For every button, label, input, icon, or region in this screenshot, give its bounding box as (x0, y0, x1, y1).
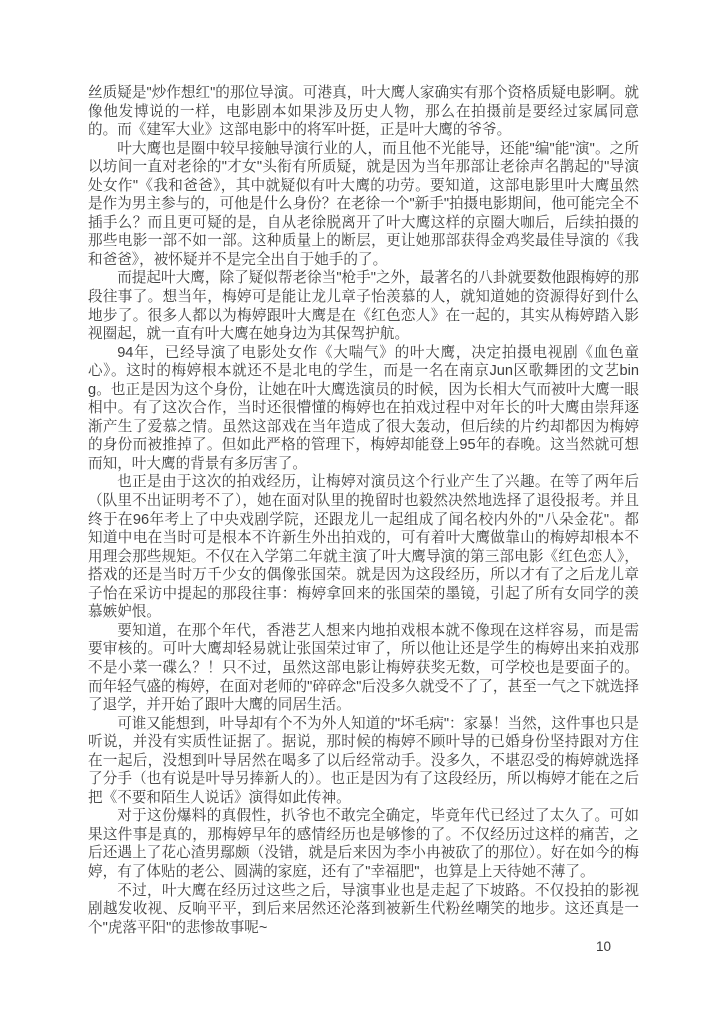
paragraph: 叶大鹰也是圈中较早接触导演行业的人，而且他不光能导，还能"编"能"演"。之所以坊间一直对老徐的"才女"头衔有所质疑，就是因为当年那部让老徐声名鹊起的"导演处女作"《我和爸爸》，其中就疑似有叶大鹰的功劳。要知道，这部电影里叶大鹰虽然是作为男主参与的，可他是什么身份？在老徐一个"新手"拍摄电影期间，他可能完全不插手么？而且更可疑的是，自从老徐脱离开了叶大鹰这样的京圈大咖后，后续拍摄的那些电影一部不如一部。这种质量上的断层，更让她那部获得金鸡奖最佳导演的《我和爸爸》，被怀疑并不是完全出自于她手的了。 (88, 140, 639, 268)
paragraph: 丝质疑是"炒作想红"的那位导演。可港真，叶大鹰人家确实有那个资格质疑电影啊。就像他发博说的一样，电影剧本如果涉及历史人物，那么在拍摄前是要经过家属同意的。而《建军大业》这部电影中的将军叶挺，正是叶大鹰的爷爷。 (88, 85, 639, 139)
paragraph: 不过，叶大鹰在经历过这些之后，导演事业也是走起了下坡路。不仅投拍的影视剧越发收视、反响平平，到后来居然还沦落到被新生代粉丝嘲笑的地步。这还真是一个"虎落平阳"的悲惨故事呢~ (88, 882, 639, 936)
paragraph: 而提起叶大鹰，除了疑似帮老徐当"枪手"之外，最著名的八卦就要数他跟梅婷的那段往事了。想当年，梅婷可是能让龙儿章子怡羡慕的人，就知道她的资源得好到什么地步了。很多人都以为梅婷跟叶大鹰是在《红色恋人》在一起的，其实从梅婷踏入影视圈起，就一直有叶大鹰在她身边为其保驾护航。 (88, 270, 639, 343)
paragraph: 要知道，在那个年代，香港艺人想来内地拍戏根本就不像现在这样容易，而是需要审核的。可叶大鹰却轻易就让张国荣过审了，所以他让还是学生的梅婷出来拍戏那不是小菜一碟么？！只不过，虽然这部电影让梅婷获奖无数，可学校也是要面子的。而年轻气盛的梅婷，在面对老师的"碎碎念"后没多久就受不了了，甚至一气之下就选择了退学，并开始了跟叶大鹰的同居生活。 (88, 622, 639, 714)
page-number: 10 (595, 939, 611, 954)
paragraph: 可谁又能想到，叶导却有个不为外人知道的"坏毛病"：家暴！当然，这件事也只是听说，并没有实质性证据了。据说，那时候的梅婷不顾叶导的已婚身份坚持跟对方住在一起后，没想到叶导居然在喝多了以后经常动手。没多久，不堪忍受的梅婷就选择了分手（也有说是叶导另捧新人的）。也正是因为有了这段经历，所以梅婷才能在之后把《不要和陌生人说话》演得如此传神。 (88, 715, 639, 806)
paragraph: 94年，已经导演了电影处女作《大喘气》的叶大鹰，决定拍摄电视剧《血色童心》。这时的梅婷根本就还不是北电的学生，而是一名在南京Jun区歌舞团的文艺bing。也正是因为这个身份，让她在叶大鹰选演员的时候，因为长相大气而被叶大鹰一眼相中。有了这次合作，当时还很懵懂的梅婷也在拍戏过程中对年长的叶大鹰由崇拜逐渐产生了爱慕之情。虽然这部戏在当年造成了很大轰动，但后续的片约却都因为梅婷的身份而被推掉了。但如此严格的管理下，梅婷却能登上95年的春晚。这当然就可想而知，叶大鹰的背景有多厉害了。 (88, 344, 639, 472)
paragraph: 对于这份爆料的真假性，扒爷也不敢完全确定，毕竟年代已经过了太久了。可如果这件事是真的，那梅婷早年的感情经历也是够惨的了。不仅经历过这样的痛苦，之后还遇上了花心渣男鄢颇（没错，就是后来因为李小冉被砍了的那位）。好在如今的梅婷，有了体贴的老公、圆满的家庭，还有了"幸福肥"，也算是上天待她不薄了。 (88, 808, 639, 880)
article-body (88, 84, 639, 937)
paragraph: 也正是由于这次的拍戏经历，让梅婷对演员这个行业产生了兴趣。在等了两年后（队里不出证明考不了），她在面对队里的挽留时也毅然决然地选择了退役报考。并且终于在96年考上了中央戏剧学院，还跟龙儿一起组成了闻名校内外的"八朵金花"。都知道中电在当时可是根本不许新生外出拍戏的，可有着叶大鹰做靠山的梅婷却根本不用理会那些规矩。不仅在入学第二年就主演了叶大鹰导演的第三部电影《红色恋人》，搭戏的还是当时万千少女的偶像张国荣。就是因为这段经历，所以才有了之后龙儿章子怡在采访中提起的那段往事：梅婷拿回来的张国荣的墨镜，引起了所有女同学的羡慕嫉妒恨。 (88, 474, 639, 621)
